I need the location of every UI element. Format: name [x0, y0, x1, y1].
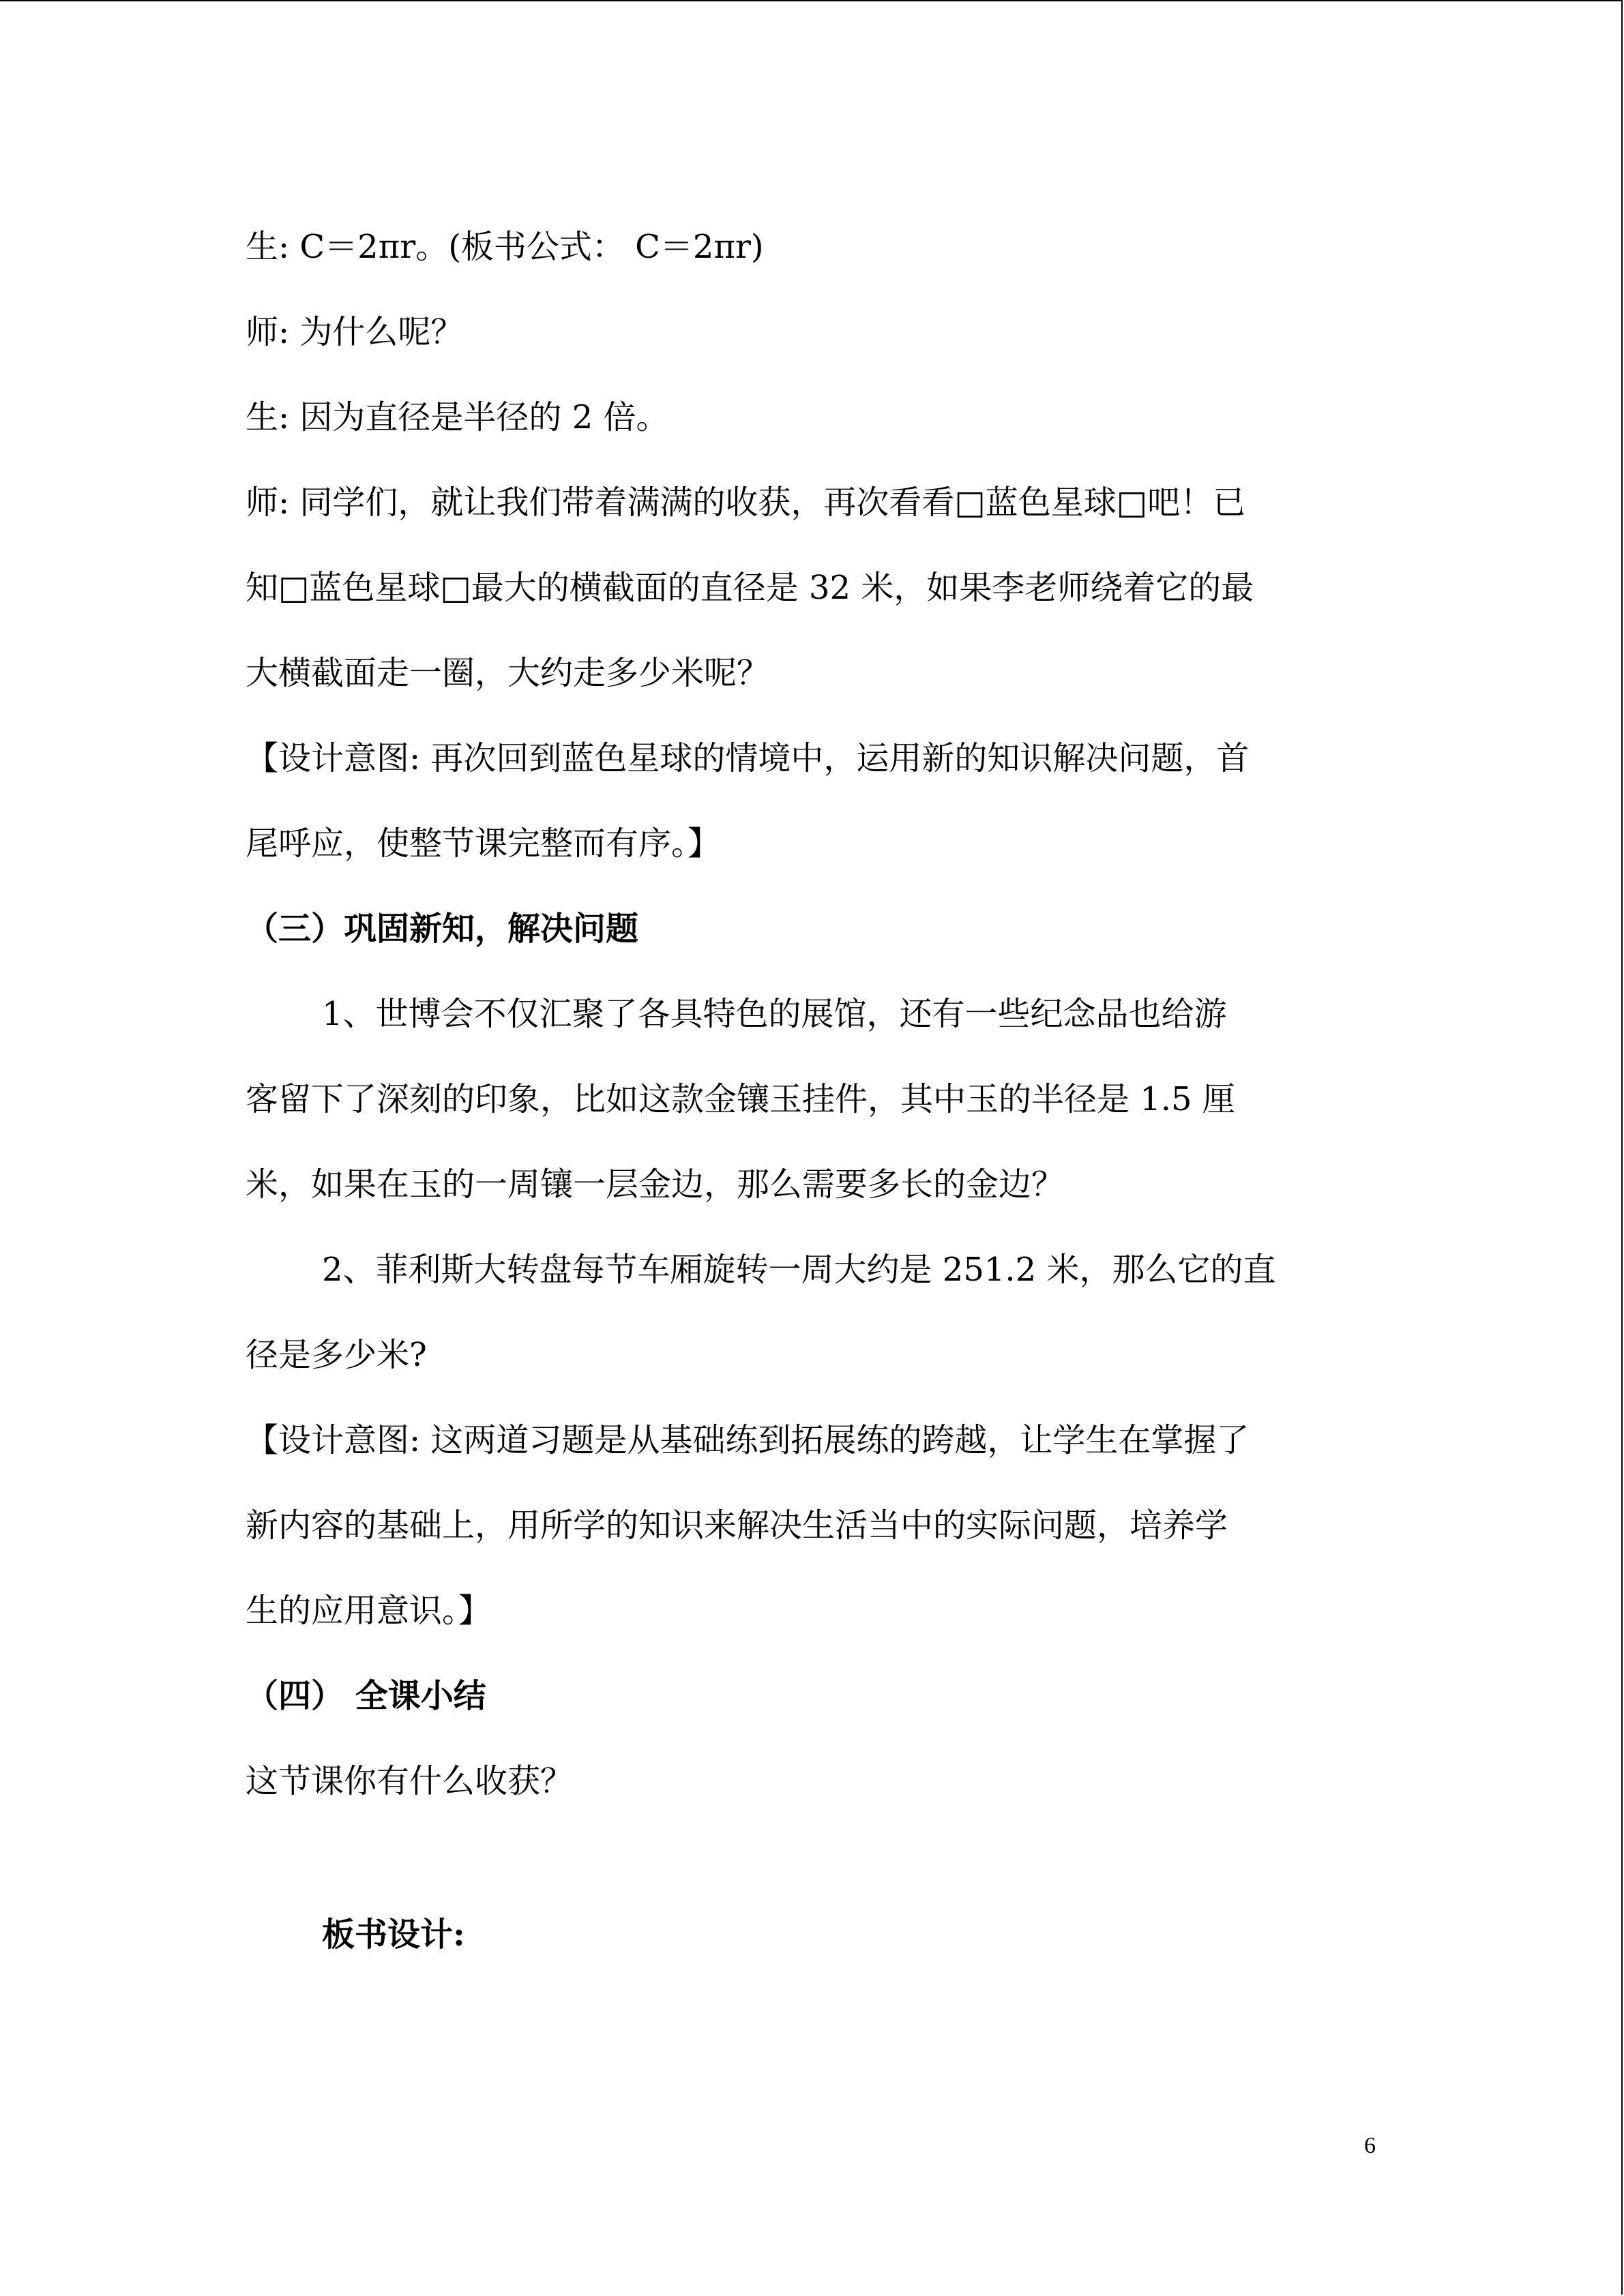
exercise-2-line1: 2、菲利斯大转盘每节车厢旋转一周大约是 251.2 米，那么它的直: [322, 1251, 1276, 1289]
dialogue-student-reason: 生: 因为直径是半径的 2 倍。: [246, 398, 669, 436]
dialogue-teacher-question-line2: 知□蓝色星球□最大的横截面的直径是 32 米，如果李老师绕着它的最: [246, 569, 1254, 607]
page-number: 6: [1364, 2133, 1376, 2158]
design-intent-1-line1: 【设计意图: 再次回到蓝色星球的情境中，运用新的知识解决问题，首: [246, 739, 1250, 777]
document-body: [246, 205, 1378, 1978]
section-heading-4: （四） 全课小结: [246, 1677, 486, 1715]
board-design-heading: 板书设计:: [322, 1915, 465, 1954]
exercise-1-line2: 客留下了深刻的印象，比如这款金镶玉挂件，其中玉的半径是 1.5 厘: [246, 1080, 1235, 1118]
exercise-1-line3: 米，如果在玉的一周镶一层金边，那么需要多长的金边？: [246, 1165, 1065, 1204]
exercise-1-line1: 1、世博会不仅汇聚了各具特色的展馆，还有一些纪念品也给游: [322, 995, 1227, 1033]
dialogue-teacher-question-line3: 大横截面走一圈，大约走多少米呢？: [246, 654, 770, 692]
design-intent-2-line1: 【设计意图: 这两道习题是从基础练到拓展练的跨越，让学生在掌握了: [246, 1421, 1250, 1459]
blank-space: [246, 1824, 1378, 1892]
dialogue-teacher-question-line1: 师: 同学们，就让我们带着满满的收获，再次看看□蓝色星球□吧！已: [246, 483, 1246, 522]
design-intent-2-line2: 新内容的基础上，用所学的知识来解决生活当中的实际问题，培养学: [246, 1506, 1228, 1545]
section-heading-3: （三）巩固新知，解决问题: [246, 910, 639, 948]
design-intent-2-line3: 生的应用意识。】: [246, 1592, 492, 1630]
summary-question: 这节课你有什么收获？: [246, 1762, 574, 1800]
exercise-2-line2: 径是多少米?: [246, 1336, 427, 1374]
dialogue-teacher-why: 师: 为什么呢？: [246, 313, 464, 351]
dialogue-student-formula: 生: C＝2πr。(板书公式： C＝2πr): [246, 228, 764, 266]
design-intent-1-line2: 尾呼应，使整节课完整而有序。】: [246, 824, 721, 863]
